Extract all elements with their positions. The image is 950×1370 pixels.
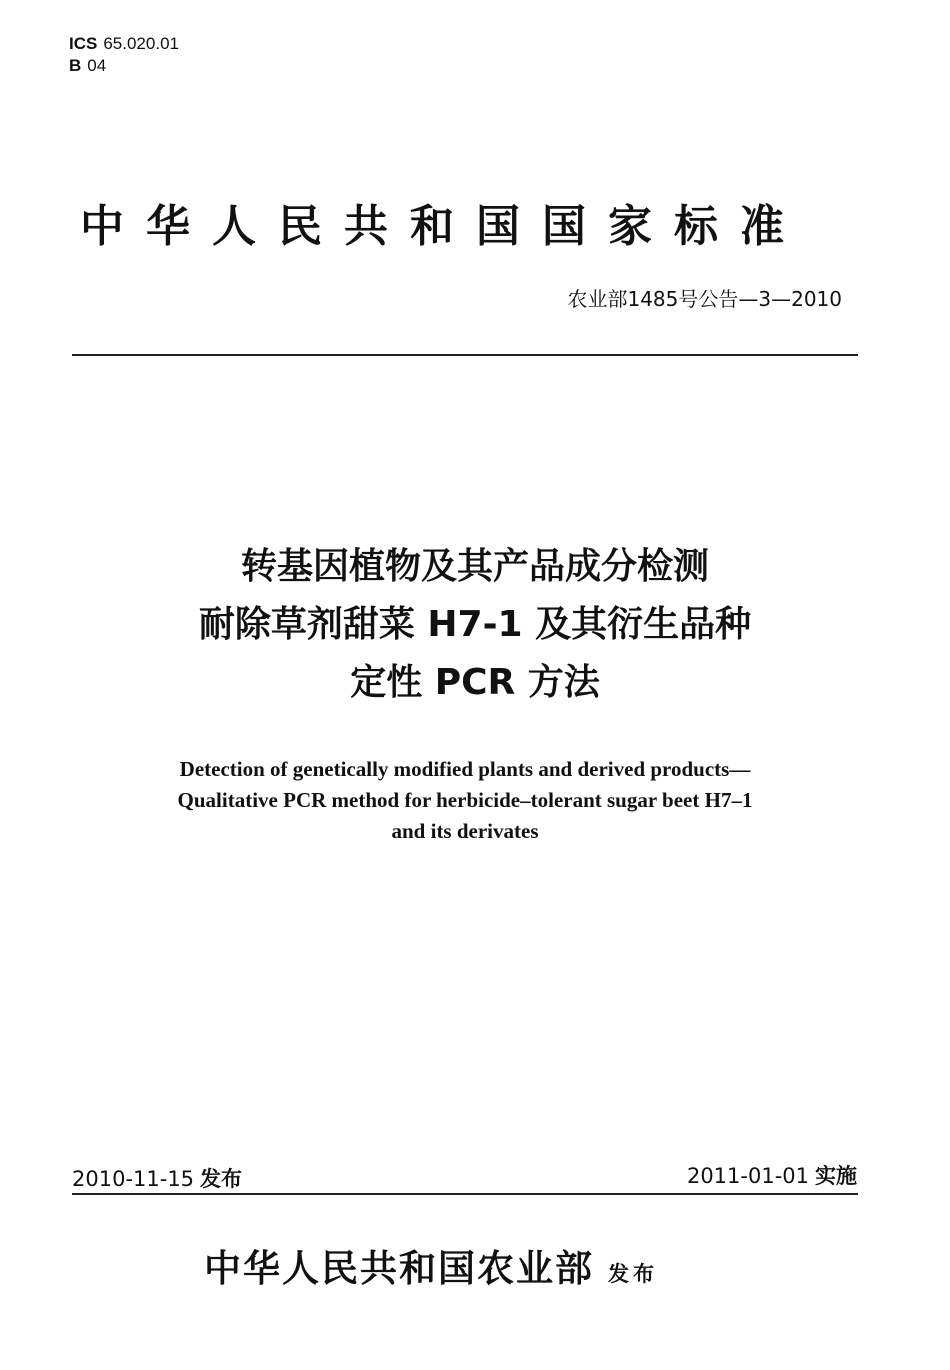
- english-title-line-2: Qualitative PCR method for herbicide–tolerant sugar beet H7–1: [177, 788, 753, 812]
- ccs-label: B: [69, 56, 82, 75]
- english-title-line-1: Detection of genetically modified plants and derived products—: [179, 757, 751, 781]
- implement-label: 实施: [815, 1164, 857, 1188]
- issue-date: 2010-11-15: [72, 1167, 195, 1191]
- ics-label: ICS: [69, 34, 98, 53]
- classification-codes: [69, 33, 179, 77]
- chinese-title-line-3: 定性 PCR 方法: [350, 662, 600, 703]
- chinese-title-line-1: 转基因植物及其产品成分检测: [240, 546, 709, 587]
- chinese-title-line-2: 耐除草剂甜菜 H7-1 及其衍生品种: [198, 604, 752, 645]
- issuer-name: 中华人民共和国农业部: [204, 1246, 594, 1290]
- ccs-value: 04: [87, 56, 107, 75]
- issue-label: 发布: [200, 1167, 243, 1191]
- implement-date-block: [687, 1160, 857, 1190]
- top-divider: [72, 354, 858, 356]
- issue-date-block: [72, 1163, 242, 1193]
- issuer: [204, 1238, 658, 1292]
- bottom-divider: [72, 1193, 858, 1195]
- implement-date: 2011-01-01: [686, 1164, 809, 1188]
- issuer-action: 发布: [608, 1262, 658, 1286]
- ccs-code: [69, 55, 179, 77]
- standard-number: 农业部1485号公告—3—2010: [567, 287, 842, 311]
- ics-value: 65.020.01: [103, 34, 179, 53]
- chinese-title: [0, 538, 950, 712]
- english-title: [0, 754, 930, 847]
- ics-code: [69, 33, 179, 55]
- national-standard-title: 中华人民共和国国家标准: [80, 201, 806, 252]
- english-title-line-3: and its derivates: [391, 819, 539, 843]
